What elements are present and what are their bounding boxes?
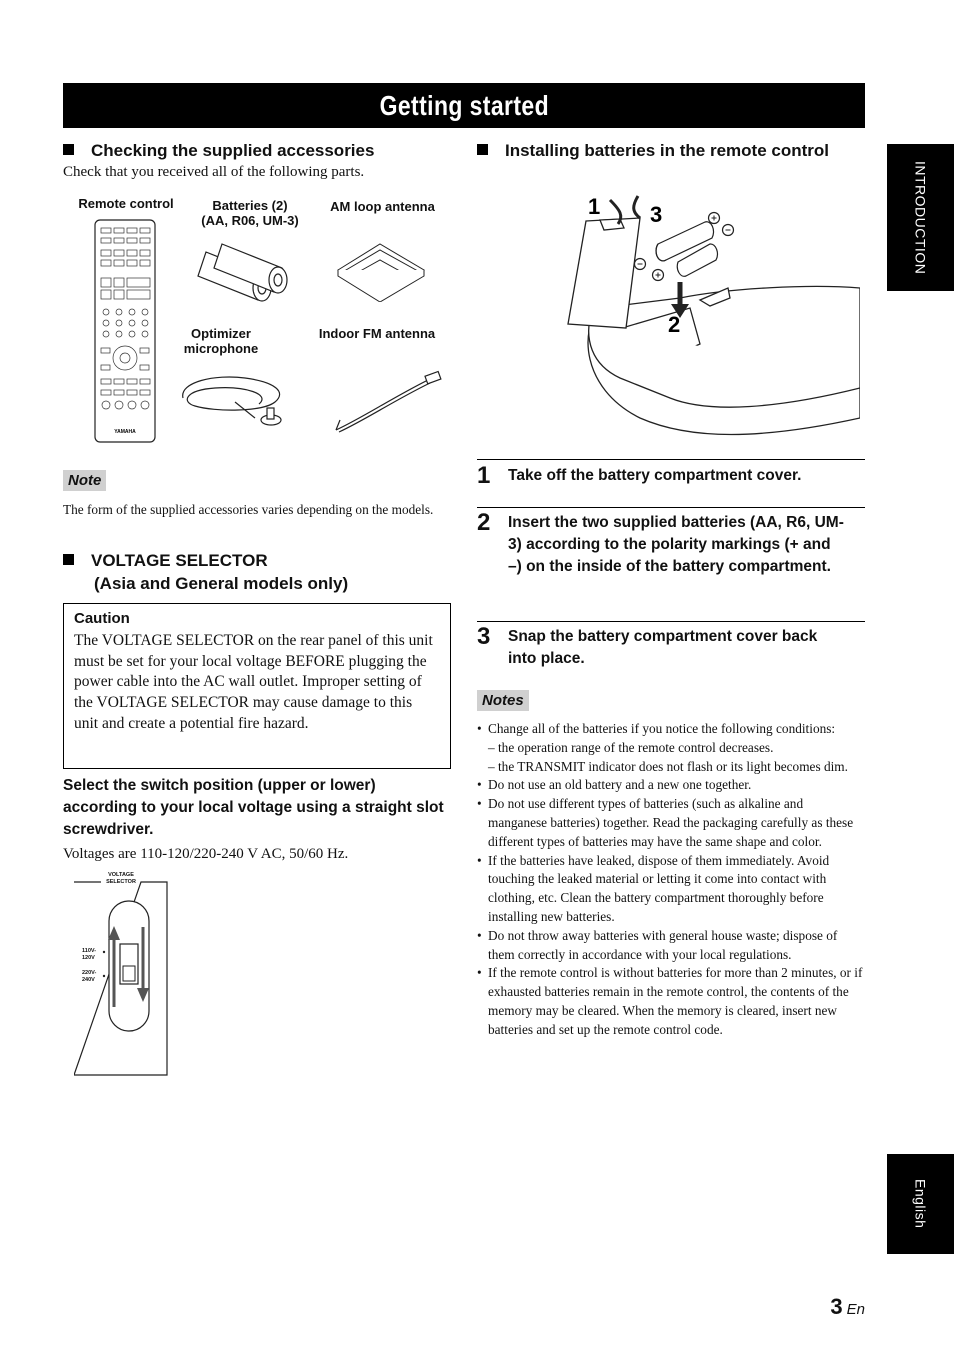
label-batteries: Batteries (2) (AA, R06, UM-3) <box>201 198 299 228</box>
label-microphone: Optimizer microphone <box>183 326 259 356</box>
list-item: • Do not use different types of batteries (such as alkaline and manganese batteries) together. Read the packaging carefully as these different types of batteries may have the same shape and color. <box>477 795 865 851</box>
label-remote-control: Remote control <box>78 196 174 211</box>
microphone-illustration <box>175 368 291 432</box>
caution-box <box>63 603 451 769</box>
caution-title: Caution <box>74 610 130 627</box>
battery-installation-illustration <box>560 188 860 440</box>
notes-list <box>477 720 865 1040</box>
list-item: • If the remote control is without batteries for more than 2 minutes, or if exhausted batteries remain in the remote control, the contents of the memory may be cleared. When the memory is cleared, insert new batteries and set up the remote control code. <box>477 964 865 1039</box>
note-text: The form of the supplied accessories varies depending on the models. <box>63 502 434 517</box>
diagram-label-2: 2 <box>668 312 681 337</box>
list-item: – the TRANSMIT indicator does not flash or its light becomes dim. <box>488 758 848 774</box>
page-number: 3 <box>830 1294 843 1319</box>
step-divider <box>477 621 865 622</box>
page-title: Getting started <box>63 83 865 128</box>
diagram-label-3: 3 <box>650 202 663 227</box>
step-text: Insert the two supplied batteries (AA, R6, UM-3) according to the polarity markings (+ and –) on the inside of the battery compartment. <box>508 514 844 575</box>
diagram-label-1: 1 <box>588 194 601 219</box>
step-text: Take off the battery compartment cover. <box>508 467 802 484</box>
side-tab-introduction: INTRODUCTION <box>887 144 954 291</box>
page-number-footer <box>800 1294 865 1320</box>
notes-tag: Notes <box>477 690 529 711</box>
accessories-heading: Checking the supplied accessories <box>63 139 374 162</box>
am-antenna-illustration <box>332 240 430 302</box>
caution-text: The VOLTAGE SELECTOR on the rear panel of this unit must be set for your local voltage BEFORE plugging the power cable into the AC wall outlet. Improper setting of the VOLTAGE SELECTOR may cause damage to this unit and create a potential fire hazard. <box>74 632 433 732</box>
list-item: • If the batteries have leaked, dispose of them immediately. Avoid touching the leaked material or letting it come into contact with clothing, etc. Clean the battery compartment thoroughly before installing new batteries. <box>477 852 865 927</box>
list-item: • Do not throw away batteries with general house waste; dispose of them correctly in accordance with your local regulations. <box>477 927 865 965</box>
remote-brand: YAMAHA <box>114 429 136 435</box>
voltage-heading: VOLTAGE SELECTOR (Asia and General models only) <box>63 549 348 595</box>
batteries-illustration <box>196 240 296 306</box>
accessories-intro: Check that you received all of the following parts. <box>63 164 365 180</box>
list-item: – the operation range of the remote control decreases. <box>488 739 774 755</box>
fm-antenna-illustration <box>332 368 444 434</box>
batteries-heading: Installing batteries in the remote control <box>477 139 829 162</box>
remote-control-illustration <box>92 218 158 444</box>
voltage-values: Voltages are 110-120/220-240 V AC, 50/60 Hz. <box>63 846 349 862</box>
note-tag: Note <box>63 470 106 491</box>
step-divider <box>477 459 865 460</box>
step-number: 3 <box>477 623 491 650</box>
language-code: En <box>846 1301 865 1318</box>
label-fm-antenna: Indoor FM antenna <box>318 326 436 341</box>
list-item: • Change all of the batteries if you notice the following conditions: <box>477 720 865 739</box>
step-number: 1 <box>477 462 491 489</box>
step-number: 2 <box>477 509 491 536</box>
voltage-selector-diagram: VOLTAGE SELECTOR 110V- 120V 220V- 240V <box>74 872 168 1076</box>
step-divider <box>477 507 865 508</box>
list-item: • Do not use an old battery and a new one together. <box>477 776 865 795</box>
label-am-antenna: AM loop antenna <box>330 199 435 214</box>
side-tab-english: English <box>887 1154 954 1254</box>
step-text: Snap the battery compartment cover back into place. <box>508 628 818 667</box>
voltage-instruction: Select the switch position (upper or lower) according to your local voltage using a straight slot screwdriver. <box>63 777 444 838</box>
